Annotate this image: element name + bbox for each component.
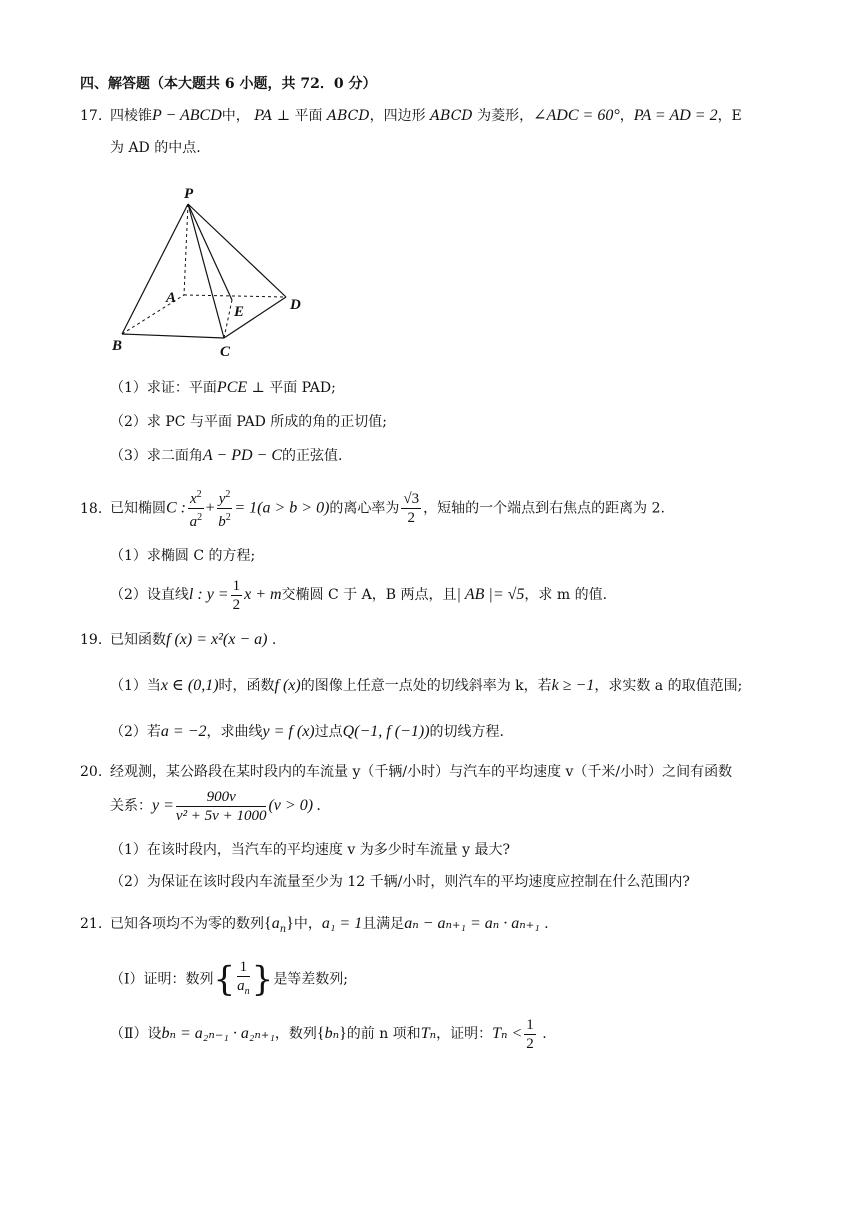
one: 1 xyxy=(237,958,250,977)
q19-text: 已知函数 xyxy=(110,632,166,648)
q17-pce: PCE xyxy=(216,379,248,396)
label-c: C xyxy=(220,344,231,360)
q20-denominator: v² + 5v + 1000 xyxy=(175,807,267,824)
b-var: b xyxy=(218,514,226,530)
q18-part2-text: （2）设直线 xyxy=(110,587,189,603)
q17-number: 17. xyxy=(80,108,103,124)
q18-c: C : xyxy=(166,499,186,517)
q18-part2-text: ，求 m 的值. xyxy=(524,587,608,603)
q20-part2: （2）为保证在该时段内车流量至少为 12 千辆/小时，则汽车的平均速度应控制在什么范围内? xyxy=(110,874,690,890)
one-over-an: $\frac{1}{a_n}$ xyxy=(237,959,250,997)
section-title: 四、解答题（本大题共 6 小题，共 72．0 分） xyxy=(80,76,377,92)
q17-part2: （2）求 PC 与平面 PAD 所成的角的正切值; xyxy=(110,414,388,430)
q21-text: 且满足 xyxy=(362,916,405,932)
q17-line2: 为 AD 的中点. xyxy=(110,140,201,156)
q17-part3-text: 的正弦值. xyxy=(282,448,343,464)
q17-text: ，E xyxy=(717,108,742,124)
q18-line-l: l : y = xyxy=(188,586,229,603)
q19-a-value: a = −2 xyxy=(160,723,207,740)
two: 2 xyxy=(407,510,416,526)
two: 2 xyxy=(526,1035,534,1052)
q17-text: ， xyxy=(619,108,634,124)
x-var: x xyxy=(190,491,197,507)
q17-line1 xyxy=(80,106,742,126)
q21-part2-text: （Ⅱ）设 xyxy=(110,1026,162,1042)
one: 1 xyxy=(232,577,241,594)
q19-number: 19. xyxy=(80,632,103,648)
q19-domain: x ∈ (0,1) xyxy=(160,677,219,694)
q21-text: . xyxy=(539,916,549,932)
a-var: a xyxy=(237,978,245,994)
one: 1 xyxy=(526,1016,534,1033)
q21-line1: 21. 已知各项均不为零的数列$\{a_n\}$中，a₁ = 1且满足aₙ − aₙ₊₁ = aₙ · aₙ₊₁ . xyxy=(80,915,549,935)
q18-part2-text: 交椭圆 C 于 A，B 两点，且 xyxy=(281,587,457,603)
q21-an: a xyxy=(271,915,280,932)
q17-pa: PA xyxy=(254,108,273,124)
q20-number: 20. xyxy=(80,764,103,780)
q21-part2-text: 的前 n 项和 xyxy=(346,1026,421,1042)
q17-angle: ∠ADC = 60° xyxy=(533,107,620,124)
q19-text: . xyxy=(267,632,277,648)
q17-part1 xyxy=(110,378,336,398)
q17-dihedral: A − PD − C xyxy=(202,447,282,464)
q19-part2-text: 过点 xyxy=(314,724,343,740)
label-d: D xyxy=(290,297,301,313)
q17-equality: PA = AD = 2 xyxy=(633,107,718,124)
q18-text: ，短轴的一个端点到右焦点的距离为 2. xyxy=(423,500,665,517)
two: 2 xyxy=(232,596,241,613)
q18-text: 的离心率为 xyxy=(329,500,400,517)
q21-text: 已知各项均不为零的数列 xyxy=(110,916,264,932)
q18-part2 xyxy=(110,576,607,614)
label-e: E xyxy=(234,304,245,320)
q21-bn: bₙ = a₂ₙ₋₁ · a₂ₙ₊₁ xyxy=(161,1025,275,1042)
q20-condition: (v > 0) . xyxy=(268,797,322,814)
q21-a1: a₁ = 1 xyxy=(321,915,363,932)
q17-part3 xyxy=(110,446,342,466)
q19-fx: f (x) xyxy=(274,677,301,694)
q19-part1-text: （1）当 xyxy=(110,678,161,694)
pyramid-figure xyxy=(100,176,320,366)
q20-formula xyxy=(110,786,321,826)
q21-part2-text: . xyxy=(537,1026,547,1042)
y-var: y xyxy=(218,491,226,507)
a-var: a xyxy=(189,514,198,530)
y2-over-b2: $\frac{y^2}{b^2}$ xyxy=(217,486,233,531)
q17-abcd: ABCD xyxy=(430,108,473,124)
q20-text: 关系： xyxy=(110,798,152,814)
q19-part1-text: ，求实数 a 的取值范围; xyxy=(594,678,743,694)
q19-part2-text: （2）若 xyxy=(110,724,161,740)
q17-text: ，四边形 xyxy=(369,108,431,124)
q17-text: 为菱形， xyxy=(472,108,534,124)
q19-part1-text: 的图像上任意一点处的切线斜率为 k，若 xyxy=(300,678,552,694)
q19-point-q: Q(−1, f (−1)) xyxy=(342,723,430,740)
q20-part1: （1）在该时段内，当汽车的平均速度 v 为多少时车流量 y 最大? xyxy=(110,842,511,858)
q21-part1: （Ⅰ）证明：数列{ $\frac{1}{a_n}$ }是等差数列; xyxy=(110,959,349,1000)
q21-part1-text: 是等差数列; xyxy=(273,971,349,988)
q19-part2-text: 的切线方程. xyxy=(429,724,504,740)
q21-text: 中， xyxy=(293,916,322,932)
q18-text: 已知椭圆 xyxy=(110,500,166,517)
label-a: A xyxy=(166,290,177,306)
q17-text: 中， xyxy=(221,108,250,124)
sqrt3: √3 xyxy=(403,491,420,507)
q17-text: 四棱锥 xyxy=(110,108,152,124)
one-half xyxy=(231,577,243,614)
q19-curve: y = f (x) xyxy=(262,723,315,740)
q19-part2-text: ，求曲线 xyxy=(206,724,263,740)
q21-recurrence: aₙ − aₙ₊₁ = aₙ · aₙ₊₁ xyxy=(404,915,540,932)
q19-function: f (x) = x²(x − a) xyxy=(166,631,268,648)
q19-part1-text: 时，函数 xyxy=(218,678,275,694)
label-b: B xyxy=(112,338,123,354)
q17-pyramid: P − ABCD xyxy=(152,107,222,124)
q17-part1-text: ⊥ 平面 PAD; xyxy=(247,380,336,396)
q20-line1 xyxy=(80,762,732,782)
x2-over-a2: $\frac{x^2}{a^2}$ xyxy=(188,486,204,531)
q19-part1 xyxy=(110,676,742,696)
q20-numerator: 900v xyxy=(176,788,267,807)
q18-xm: x + m xyxy=(244,586,282,603)
q21-part2: （Ⅱ）设bₙ = a₂ₙ₋₁ · a₂ₙ₊₁，数列{bₙ}的前 n 项和Tₙ，证明：Tₙ < $\frac{1}{2}$ . xyxy=(110,1016,547,1052)
one-half xyxy=(524,1016,536,1053)
q18-line1: 18. 已知椭圆C : $\frac{x^2}{a^2}$ + $\frac{y^2}{b^2}$ = 1(a > b > 0)的离心率为 $\frac{√3}{2}$ ，短轴的一个端点到右焦点的距离为 2. xyxy=(80,486,665,531)
q19-part2 xyxy=(110,722,504,742)
q20-text: 经观测，某公路段在某时段内的车流量 y（千辆/小时）与汽车的平均速度 v（千米/小时）之间有函数 xyxy=(110,764,733,780)
q17-abcd: ABCD xyxy=(327,108,370,124)
label-p: P xyxy=(184,186,194,202)
eccentricity xyxy=(401,490,421,527)
q17-text: ⊥ 平面 xyxy=(272,108,327,124)
q21-part2-text: ，证明： xyxy=(436,1026,493,1042)
q21-part2-text: ，数列 xyxy=(274,1026,317,1042)
q21-part1-text: （Ⅰ）证明：数列 xyxy=(110,971,214,988)
q20-y: y = xyxy=(152,797,174,814)
q19-k: k ≥ −1 xyxy=(551,677,595,694)
q18-condition: = 1(a > b > 0) xyxy=(234,499,330,517)
q18-number: 18. xyxy=(80,500,103,517)
q17-part3-text: （3）求二面角 xyxy=(110,448,203,464)
q21-tn: Tₙ xyxy=(420,1025,437,1042)
q21-bn2: bₙ xyxy=(324,1025,340,1042)
q21-inequality: Tₙ < xyxy=(492,1025,523,1042)
q18-part1: （1）求椭圆 C 的方程; xyxy=(110,548,256,564)
q17-part1-text: （1）求证：平面 xyxy=(110,380,217,396)
q18-ab: | AB |= √5 xyxy=(456,586,525,603)
q20-fraction xyxy=(176,788,267,825)
q19-line1 xyxy=(80,630,276,650)
q21-number: 21. xyxy=(80,916,103,932)
